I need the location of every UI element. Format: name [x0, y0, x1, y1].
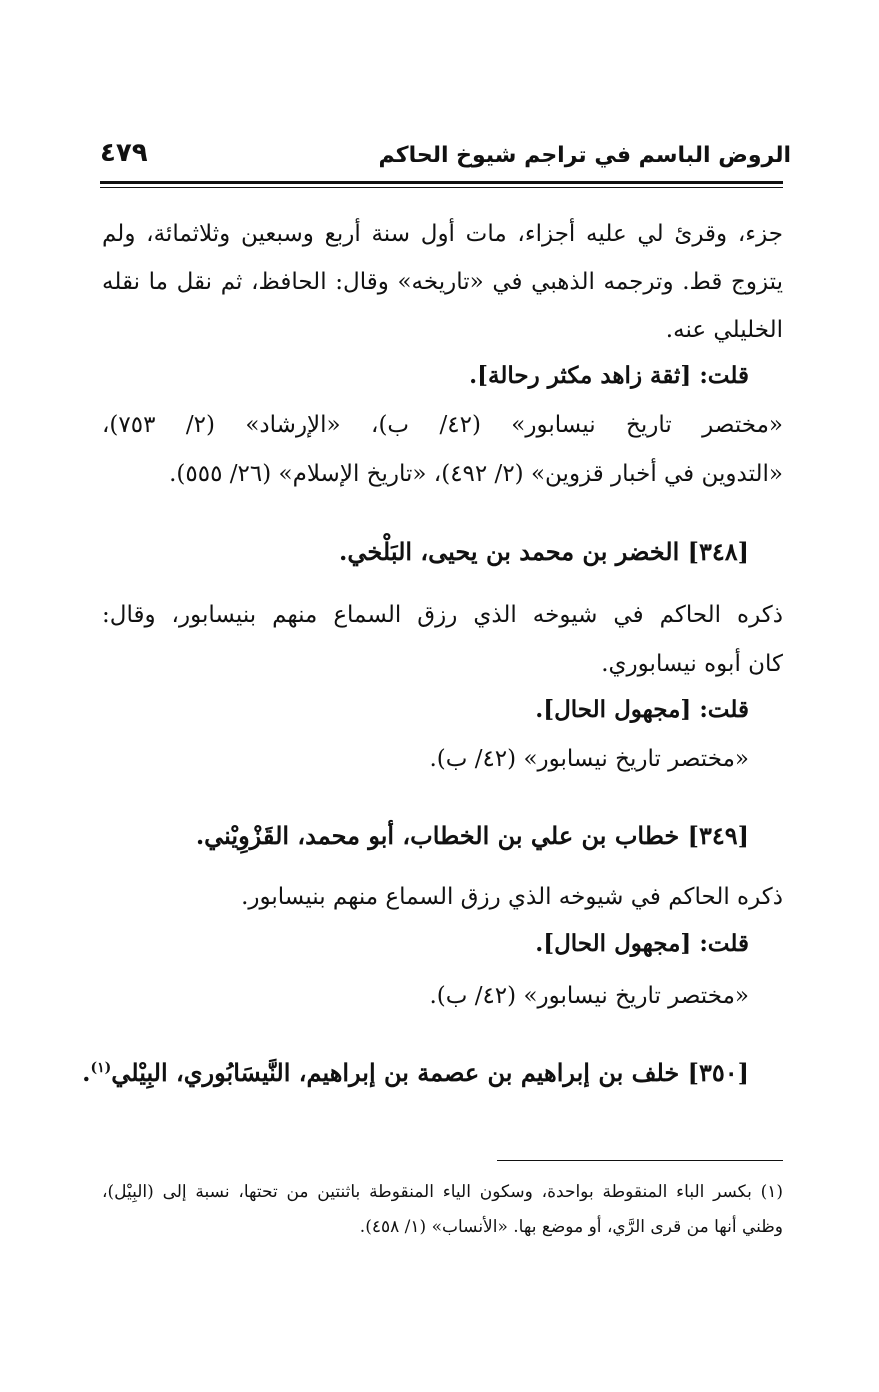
body-line-348-2: كان أبوه نيسابوري.	[601, 651, 783, 677]
body-line-349-1: ذكره الحاكم في شيوخه الذي رزق السماع منهم بنيسابور.	[241, 884, 783, 910]
footnote-reference[interactable]: (١)	[90, 1060, 112, 1076]
footnote-rule	[497, 1160, 783, 1161]
entry-heading-349: [٣٤٩] خطاب بن علي بن الخطاب، أبو محمد، القَزْوِيْني.	[195, 821, 749, 850]
page-number: ٤٧٩	[100, 138, 148, 168]
entry-heading-350-end: .	[82, 1058, 91, 1087]
entry-heading-350-text: [٣٥٠] خلف بن إبراهيم بن عصمة بن إبراهيم، النَّيسَابُوري، البِيْلي	[111, 1058, 749, 1087]
body-line-3: الخليلي عنه.	[665, 317, 783, 343]
sources-line-1: «مختصر تاريخ نيسابور» (٤٢/ ب)، «الإرشاد» (٢/ ٧٥٣)،	[102, 412, 783, 438]
header-rule-thin	[100, 187, 783, 188]
sources-line-348: «مختصر تاريخ نيسابور» (٤٢/ ب).	[429, 746, 749, 772]
footnote-line-2: وظني أنها من قرى الرَّي، أو موضع بها. «الأنساب» (١/ ٤٥٨).	[359, 1217, 783, 1237]
header-rule-thick	[100, 181, 783, 184]
body-line-2: يتزوج قط. وترجمه الذهبي في «تاريخه» وقال: الحافظ، ثم نقل ما نقله	[102, 269, 783, 295]
body-line-1: جزء، وقرئ لي عليه أجزاء، مات أول سنة أربع وسبعين وثلاثمائة، ولم	[102, 221, 783, 247]
running-header-title: الروض الباسم في تراجم شيوخ الحاكم	[378, 143, 791, 168]
sources-line-349: «مختصر تاريخ نيسابور» (٤٢/ ب).	[429, 983, 749, 1009]
entry-heading-350	[82, 1052, 749, 1089]
verdict-line-348: قلت: [مجهول الحال].	[535, 696, 749, 723]
verdict-line-347: قلت: [ثقة زاهد مكثر رحالة].	[469, 362, 749, 389]
body-line-348-1: ذكره الحاكم في شيوخه الذي رزق السماع منهم بنيسابور، وقال:	[102, 602, 783, 628]
entry-heading-348: [٣٤٨] الخضر بن محمد بن يحيى، البَلْخي.	[339, 537, 749, 566]
sources-line-2: «التدوين في أخبار قزوين» (٢/ ٤٩٢)، «تاريخ الإسلام» (٢٦/ ٥٥٥).	[169, 461, 783, 487]
footnote-line-1: (١) بكسر الباء المنقوطة بواحدة، وسكون الياء المنقوطة باثنتين من تحتها، نسبة إلى (البِيْل)،	[102, 1182, 783, 1202]
verdict-line-349: قلت: [مجهول الحال].	[535, 930, 749, 957]
